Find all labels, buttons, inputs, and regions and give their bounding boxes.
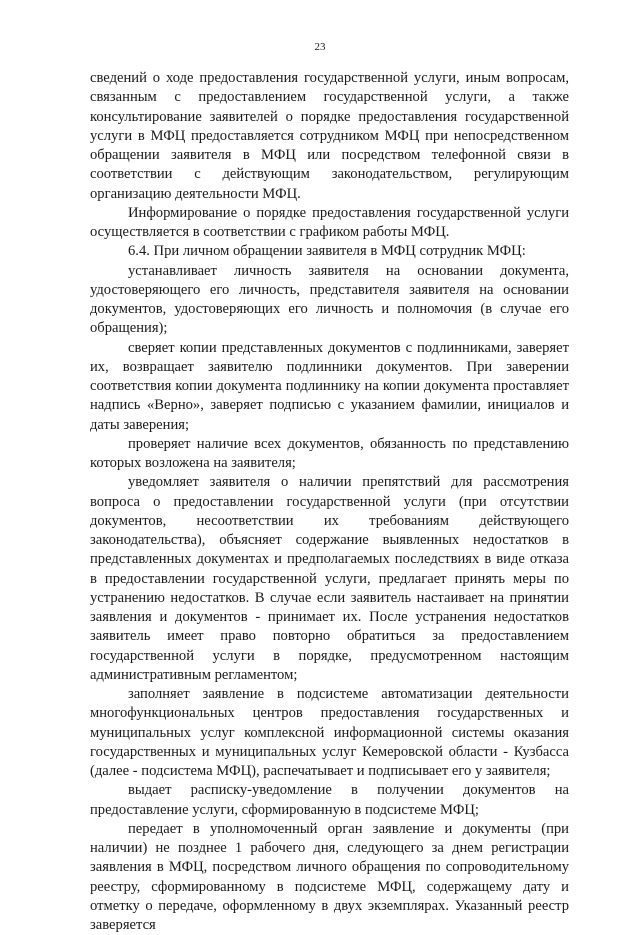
paragraph-documents-check: проверяет наличие всех документов, обязанность по представлению которых возложена на заявителя; xyxy=(90,435,569,471)
paragraph-obstacles-notice: уведомляет заявителя о наличии препятствий для рассмотрения вопроса о предоставлении государственной услуги (при отсутствии документов, несоответствии их требованиям действующего законодательства), объясняет содержание выявленных недостатков в представленных документах и предполагаемых последствиях в виде отказа в предоставлении государственной услуги, предлагает принять меры по устранению недостатков. В случае если заявитель настаивает на принятии заявления и документов - принимает их. После устранения недостатков заявитель имеет право повторно обратиться за предоставлением государственной услуги в порядке, предусмотренном настоящим административным регламентом; xyxy=(90,474,569,683)
paragraph-mfc-consultation-continued: сведений о ходе предоставления государственной услуги, иным вопросам, связанным с предоставлением государственной услуги, а также консультирование заявителей о порядке предоставления государственной услуги в МФЦ предоставляется сотрудником МФЦ при непосредственном обращении заявителя в МФЦ или посредством телефонной связи в соответствии с действующим законодательством, регулирующим организацию деятельности МФЦ. xyxy=(90,70,569,202)
paragraph-identity-check: устанавливает личность заявителя на основании документа, удостоверяющего его личность, представителя заявителя на основании документов, удостоверяющих его личность и полномочия (в случае его обращения); xyxy=(90,262,569,337)
paragraph-application-fill: заполняет заявление в подсистеме автоматизации деятельности многофункциональных центров предоставления государственных и муниципальных услуг комплексной информационной системы оказания государственных и муниципальных услуг Кемеровской области - Кузбасса (далее - подсистема МФЦ), распечатывает и подписывает его у заявителя; xyxy=(90,686,569,779)
paragraph-informing-schedule: Информирование о порядке предоставления государственной услуги осуществляется в соответствии с графиком работы МФЦ. xyxy=(90,204,569,240)
document-body xyxy=(90,69,569,935)
page-number: 23 xyxy=(314,41,326,53)
paragraph-transfer-documents: передает в уполномоченный орган заявление и документы (при наличии) не позднее 1 рабочего дня, следующего за днем регистрации заявления в МФЦ, посредством личного обращения по сопроводительному реестру, сформированному в подсистеме МФЦ, содержащему дату и отметку о передаче, оформленному в двух экземплярах. Указанный реестр заверяется xyxy=(90,820,569,933)
paragraph-copy-verification: сверяет копии представленных документов с подлинниками, заверяет их, возвращает заявителю подлинники документов. При заверении соответствия копии документа подлиннику на копии документа проставляет надпись «Верно», заверяет подписью с указанием фамилии, инициалов и даты заверения; xyxy=(90,339,569,433)
paragraph-section-6-4: 6.4. При личном обращении заявителя в МФЦ сотрудник МФЦ: xyxy=(128,243,526,260)
paragraph-receipt-issue: выдает расписку-уведомление в получении документов на предоставление услуги, сформированную в подсистеме МФЦ; xyxy=(90,782,569,818)
